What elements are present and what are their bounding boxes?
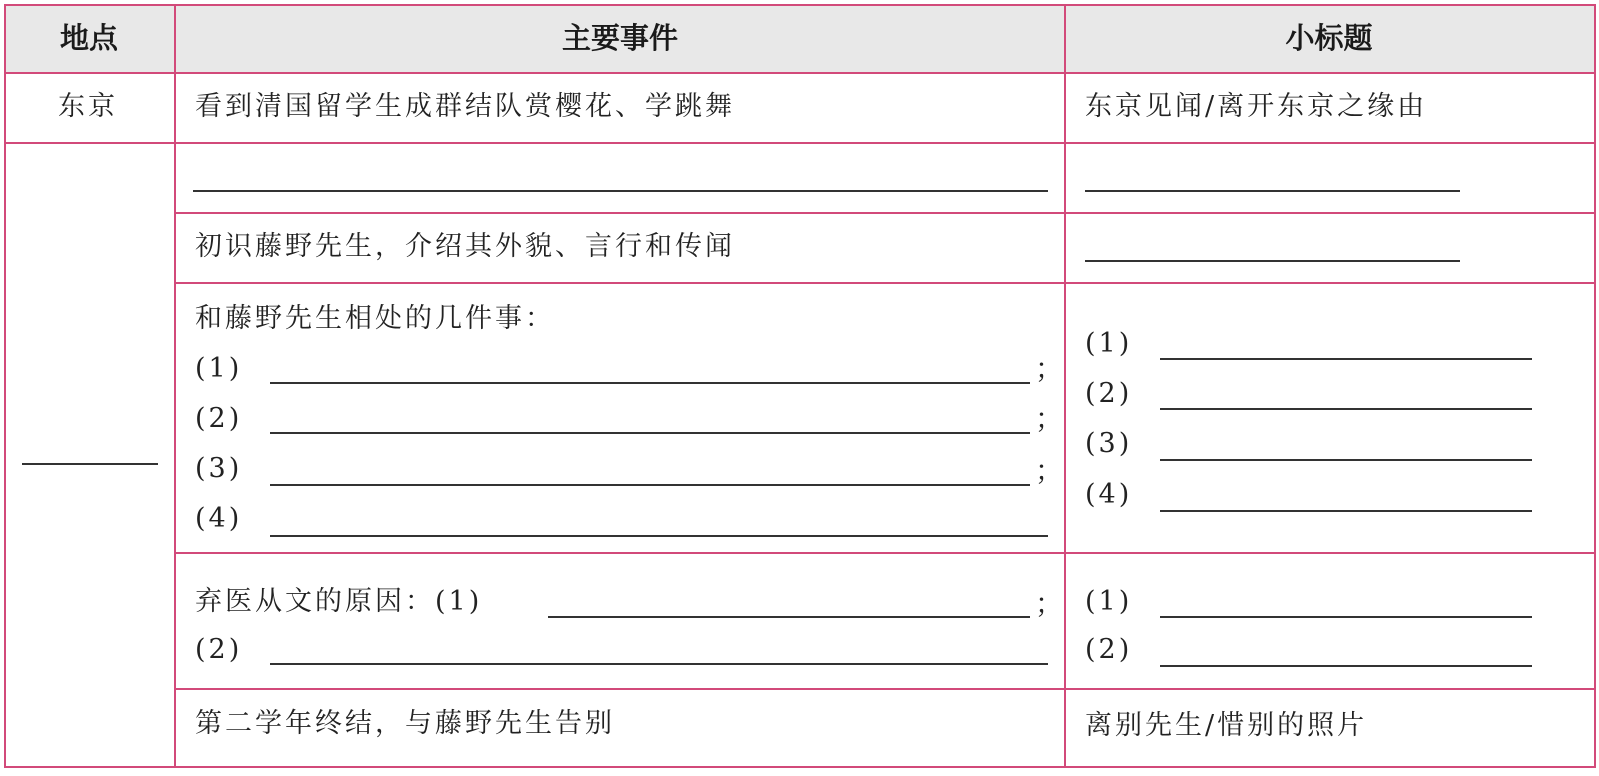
- subtitle-blank-reason1[interactable]: [1160, 616, 1532, 618]
- location-tokyo: 东京: [58, 91, 118, 122]
- subtitle-blank-row3[interactable]: [1085, 260, 1460, 262]
- header-events: 主要事件: [561, 21, 679, 55]
- subtitle-blank-item1[interactable]: [1160, 358, 1532, 360]
- event-farewell: 第二学年终结，与藤野先生告别: [195, 708, 615, 739]
- subtitle-item-label: (3): [1085, 428, 1133, 459]
- subtitle-item-label: (4): [1085, 479, 1133, 510]
- row-divider: [176, 282, 1596, 284]
- event-blank-reason1[interactable]: [548, 616, 1030, 618]
- subtitle-farewell: 离别先生/惜别的照片: [1085, 710, 1368, 741]
- item-label: (3): [195, 453, 243, 484]
- event-blank-row2[interactable]: [193, 190, 1048, 192]
- row-divider: [176, 552, 1596, 554]
- header-location: 地点: [59, 21, 119, 55]
- subtitle-blank-item4[interactable]: [1160, 510, 1532, 512]
- event-meet-fujino: 初识藤野先生，介绍其外貌、言行和传闻: [195, 231, 735, 262]
- subtitle-blank-reason2[interactable]: [1160, 665, 1532, 667]
- subtitle-blank-row2[interactable]: [1085, 190, 1460, 192]
- semicolon: ；: [1035, 402, 1064, 435]
- event-blank-item4[interactable]: [270, 535, 1048, 537]
- semicolon: ；: [1035, 352, 1064, 385]
- subtitle-blank-item2[interactable]: [1160, 408, 1532, 410]
- column-divider: [174, 4, 176, 768]
- subtitle-item-label: (1): [1085, 586, 1133, 617]
- header-subtitle: 小标题: [1285, 21, 1373, 55]
- event-blank-item1[interactable]: [270, 382, 1030, 384]
- row-divider: [176, 212, 1596, 214]
- event-blank-item3[interactable]: [270, 484, 1030, 486]
- row-divider: [176, 688, 1596, 690]
- event-blank-item2[interactable]: [270, 432, 1030, 434]
- semicolon: ；: [1035, 587, 1064, 620]
- row-divider: [4, 142, 1596, 144]
- event-tokyo: 看到清国留学生成群结队赏樱花、学跳舞: [195, 91, 735, 122]
- subtitle-blank-item3[interactable]: [1160, 459, 1532, 461]
- event-intro-row5: 弃医从文的原因：(1): [195, 586, 483, 617]
- event-intro-row4: 和藤野先生相处的几件事：: [195, 303, 555, 334]
- location-blank[interactable]: [22, 463, 158, 465]
- item-label: (2): [195, 403, 243, 434]
- item-label: (1): [195, 353, 243, 384]
- subtitle-item-label: (1): [1085, 328, 1133, 359]
- semicolon: ；: [1035, 454, 1064, 487]
- header-divider: [4, 72, 1596, 74]
- subtitle-item-label: (2): [1085, 634, 1133, 665]
- event-blank-reason2[interactable]: [270, 663, 1048, 665]
- item-label: (4): [195, 503, 243, 534]
- subtitle-tokyo: 东京见闻/离开东京之缘由: [1085, 91, 1428, 122]
- subtitle-item-label: (2): [1085, 378, 1133, 409]
- item-label: (2): [195, 634, 243, 665]
- column-divider: [1064, 4, 1066, 768]
